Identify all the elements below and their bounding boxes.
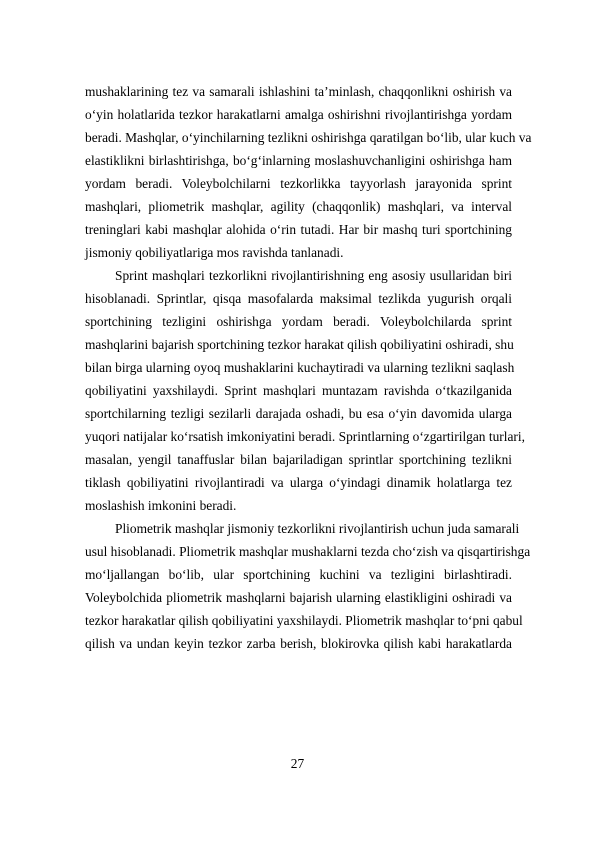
paragraph-2-line-10: tiklash qobiliyatini rivojlantiradi va ularga o‘yindagi dinamik holatlarga tez [85,475,512,490]
paragraph-3-line-1: Pliometrik mashqlar jismoniy tezkorlikni rivojlantirish uchun juda samarali [115,521,520,536]
paragraph-2-line-2: hisoblanadi. Sprintlar, qisqa masofalarda maksimal tezlikda yugurish orqali [85,291,512,306]
paragraph-3-line-3: mo‘ljallangan bo‘lib, ular sportchining kuchini va tezligini birlashtiradi. [85,567,512,582]
paragraph-3-line-4: Voleybolchida pliometrik mashqlarni bajarish ularning elastikligini oshiradi va [85,590,512,605]
paragraph-1-line-1: mushaklarining tez va samarali ishlashini ta’minlash, chaqqonlikni oshirish va [85,84,512,99]
paragraph-1-line-8: jismoniy qobiliyatlariga mos ravishda tanlanadi. [85,245,344,260]
paragraph-1-line-5: yordam beradi. Voleybolchilarni tezkorlikka tayyorlash jarayonida sprint [85,176,512,191]
paragraph-1-line-6: mashqlari, pliometrik mashqlar, agility (chaqqonlik) mashqlari, va interval [85,199,512,214]
paragraph-2-line-9: masalan, yengil tanaffuslar bilan bajariladigan sprintlar sportchining tezlikni [85,452,512,467]
paragraph-1-line-4: elastiklikni birlashtirishga, bo‘g‘inlarning moslashuvchanligini oshirishga ham [85,153,512,168]
paragraph-2-line-1: Sprint mashqlari tezkorlikni rivojlantirishning eng asosiy usullaridan biri [115,268,512,283]
paragraph-1-line-2: o‘yin holatlarida tezkor harakatlarni amalga oshirishni rivojlantirishga yordam [85,107,512,122]
paragraph-2-line-5: bilan birga ularning oyoq mushaklarini kuchaytiradi va ularning tezlikni saqlash [85,360,515,375]
paragraph-2-line-4: mashqlarini bajarish sportchining tezkor harakat qilish qobiliyatini oshiradi, shu [85,337,514,352]
paragraph-2-line-3: sportchining tezligini oshirishga yordam beradi. Voleybolchilarda sprint [85,314,512,329]
paragraph-2-line-7: sportchilarning tezligi sezilarli darajada oshadi, bu esa o‘yin davomida ularga [85,406,512,421]
paragraph-3-line-6: qilish va undan keyin tezkor zarba berish, blokirovka qilish kabi harakatlarda [85,636,512,651]
paragraph-1-line-3: beradi. Mashqlar, o‘yinchilarning tezlikni oshirishga qaratilgan bo‘lib, ular kuch va [85,130,532,145]
paragraph-2-line-11: moslashish imkonini beradi. [85,498,237,513]
paragraph-1-line-7: treninglari kabi mashqlar alohida o‘rin tutadi. Har bir mashq turi sportchining [85,222,512,237]
paragraph-2-line-6: qobiliyatini yaxshilaydi. Sprint mashqlari muntazam ravishda o‘tkazilganida [85,383,512,398]
paragraph-2-line-8: yuqori natijalar ko‘rsatish imkoniyatini beradi. Sprintlarning o‘zgartirilgan turlari, [85,429,525,444]
paragraph-3-line-5: tezkor harakatlar qilish qobiliyatini yaxshilaydi. Pliometrik mashqlar to‘pni qabul [85,613,523,628]
paragraph-3-line-2: usul hisoblanadi. Pliometrik mashqlar mushaklarni tezda cho‘zish va qisqartirishga [85,544,531,559]
page-number: 27 [290,756,305,771]
